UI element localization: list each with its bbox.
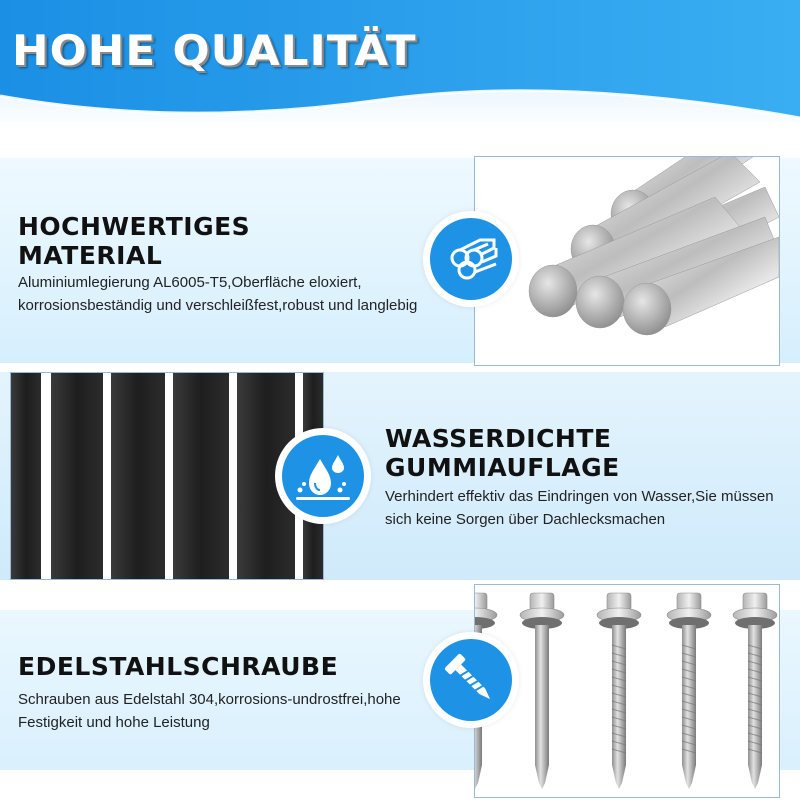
- section-rubber-desc-line1: Verhindert effektiv das Eindringen von Wasser,Sie müssen: [385, 488, 774, 505]
- screw-badge: [423, 632, 519, 728]
- section-screw-description: [18, 688, 401, 734]
- aluminum-rods-badge: [423, 211, 519, 307]
- section-material-heading: [18, 212, 250, 270]
- page-title: HOHE QUALITÄT: [12, 26, 417, 75]
- screw-icon: [430, 639, 512, 721]
- section-rubber-description: [385, 485, 774, 531]
- section-material-heading-line2: MATERIAL: [18, 241, 163, 270]
- section-material-description: [18, 271, 417, 317]
- aluminum-rods-image: [474, 156, 780, 366]
- screws-illustration: [475, 585, 779, 797]
- section-rubber-heading: [385, 424, 620, 482]
- water-drops-icon: [282, 435, 364, 517]
- aluminum-rods-icon: [430, 218, 512, 300]
- aluminum-rods-illustration: [475, 157, 779, 365]
- section-rubber-heading-line1: WASSERDICHTE: [385, 424, 612, 453]
- header-banner: [0, 0, 800, 130]
- section-material-desc-line1: Aluminiumlegierung AL6005-T5,Oberfläche eloxiert,: [18, 274, 362, 291]
- section-material-desc-line2: korrosionsbeständig und verschleißfest,robust und langlebig: [18, 297, 418, 314]
- section-material-heading-line1: HOCHWERTIGES: [18, 212, 251, 241]
- screws-image: [474, 584, 780, 798]
- section-rubber-heading-line2: GUMMIAUFLAGE: [385, 453, 620, 482]
- water-drops-badge: [275, 428, 371, 524]
- section-screw-desc-line1: Schrauben aus Edelstahl 304,korrosions-undrostfrei,hohe: [18, 691, 401, 708]
- section-screw-heading: [18, 652, 338, 681]
- section-rubber-desc-line2: sich keine Sorgen über Dachlecksmachen: [385, 511, 666, 528]
- section-screw-desc-line2: Festigkeit und hohe Leistung: [18, 714, 210, 731]
- section-screw-heading-line1: EDELSTAHLSCHRAUBE: [18, 652, 339, 681]
